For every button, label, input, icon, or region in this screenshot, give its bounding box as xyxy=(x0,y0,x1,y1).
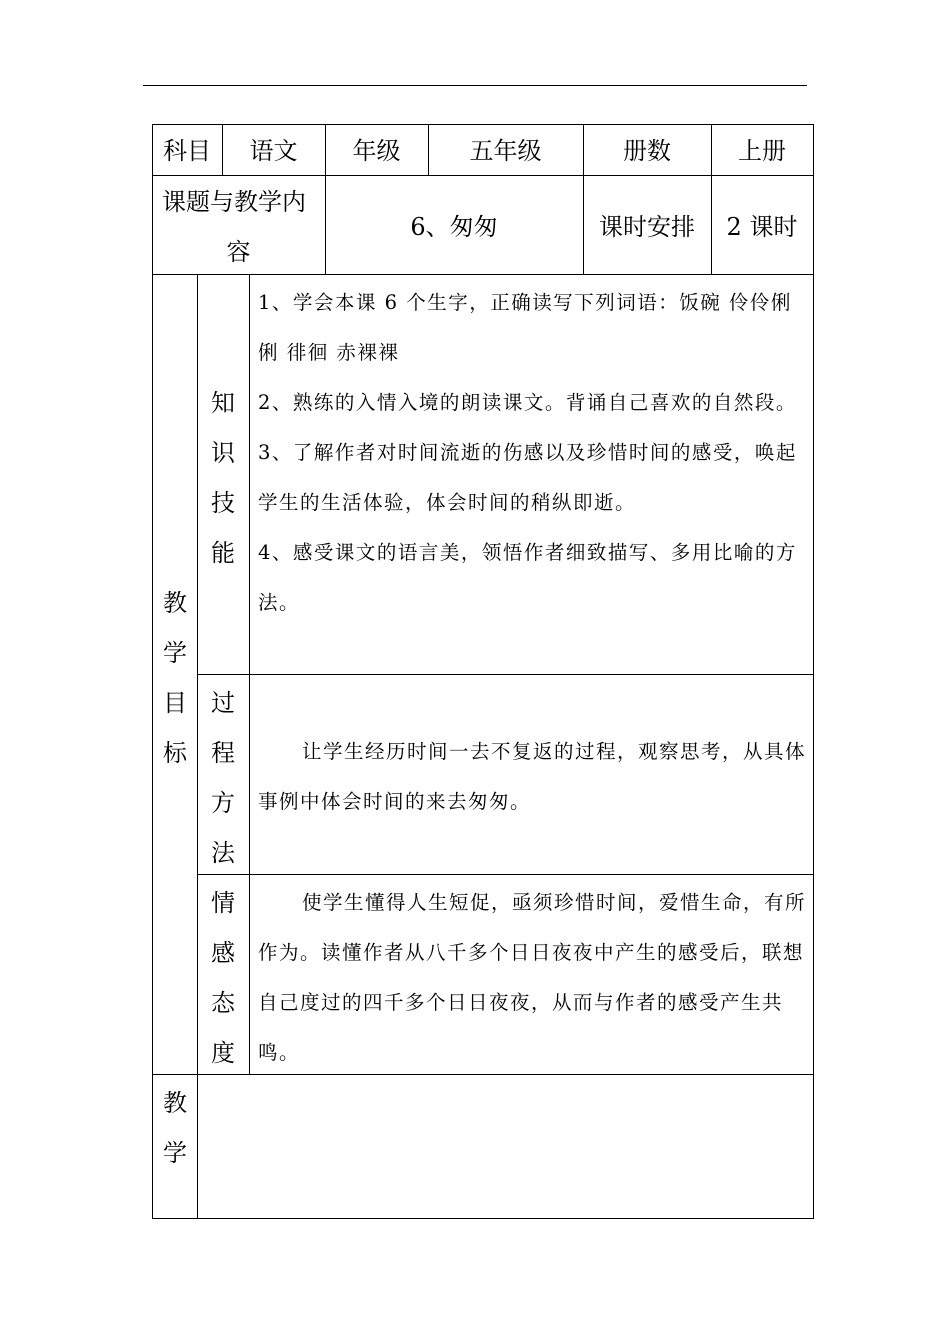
grade-value: 五年级 xyxy=(469,137,542,165)
col-divider xyxy=(197,274,198,1219)
topic-label xyxy=(152,177,325,277)
emotion-content: 使学生懂得人生短促，亟须珍惜时间，爱惜生命，有所作为。读懂作者从八千多个日日夜夜中产生的感受后，联想自己度过的四千多个日日夜夜，从而与作者的感受产生共鸣。 xyxy=(258,891,807,1064)
topic-label-line1: 课题与教学内 xyxy=(162,188,306,216)
volume-value: 上册 xyxy=(738,137,786,165)
knowledge-label: 知 识 技 能 xyxy=(211,389,235,567)
row-divider xyxy=(197,874,814,875)
header-rule xyxy=(143,85,807,86)
knowledge-item: 1、学会本课 6 个生字，正确读写下列词语：饭碗 伶伶俐俐 徘徊 赤裸裸 xyxy=(258,291,792,364)
subject-value: 语文 xyxy=(249,137,298,165)
process-content: 让学生经历时间一去不复返的过程，观察思考，从具体事例中体会时间的来去匆匆。 xyxy=(258,740,807,813)
hours-value: 2 课时 xyxy=(726,213,798,241)
table-border-left xyxy=(152,124,153,1219)
knowledge-item: 3、了解作者对时间流逝的伤感以及珍惜时间的感受，唤起学生的生活体验，体会时间的稍纵即逝。 xyxy=(258,441,797,514)
teaching-label: 教 学 xyxy=(163,1089,187,1167)
knowledge-item: 4、感受课文的语言美，领悟作者细致描写、多用比喻的方法。 xyxy=(258,541,797,614)
knowledge-content xyxy=(258,278,806,628)
topic-value: 6、匆匆 xyxy=(410,213,498,241)
grade-label: 年级 xyxy=(352,137,401,165)
table-border-right xyxy=(813,124,814,1219)
process-label: 过 程 方 法 xyxy=(211,689,235,867)
row-divider xyxy=(197,674,814,675)
knowledge-item: 2、熟练的入情入境的朗读课文。背诵自己喜欢的自然段。 xyxy=(258,391,797,414)
hours-label: 课时安排 xyxy=(599,213,695,241)
col-divider xyxy=(249,274,250,1074)
subject-label: 科目 xyxy=(163,137,211,165)
table-border-bottom xyxy=(152,1218,814,1219)
table-border-top xyxy=(152,124,814,125)
emotion-label: 情 感 态 度 xyxy=(211,889,235,1067)
objectives-label: 教 学 目 标 xyxy=(163,589,187,767)
volume-label: 册数 xyxy=(623,137,671,165)
topic-label-line2: 容 xyxy=(226,238,251,266)
